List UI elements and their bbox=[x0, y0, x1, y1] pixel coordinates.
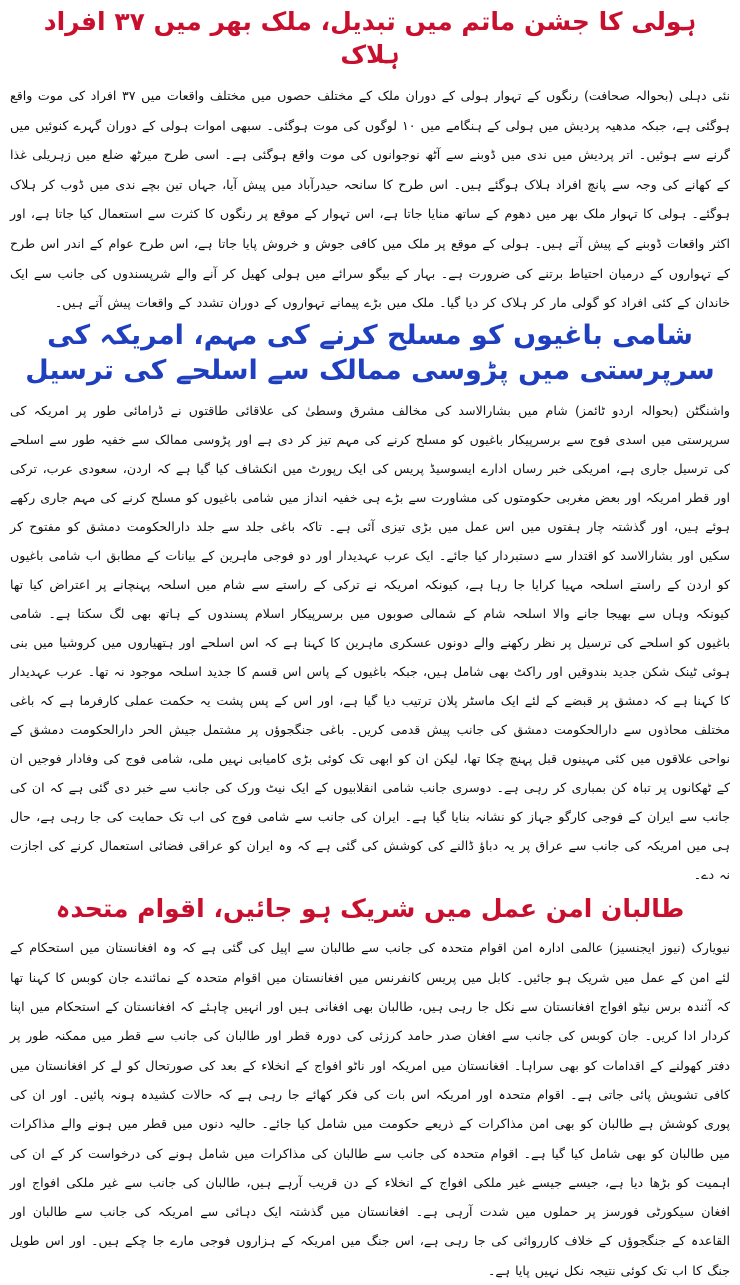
article-body: نئی دہلی (بحوالہ صحافت) رنگوں کے تہوار ہولی کے دوران ملک کے مختلف حصوں میں مختلف واقعات میں ۳۷ افراد کی موت واقع ہوگئی ہے، جبکہ مدھیہ پردیش میں ہولی کے ہنگامے میں ۱۰ لوگوں کی موت ہوگئی۔ سبھی اموات ہولی کے دوران گہرے کنوئیں میں گرنے سے ہوئیں۔ اتر پردیش میں ندی میں ڈوبنے سے آٹھ نوجوانوں کی موت واقع ہوگئی ہے۔ اسی طرح میرٹھ ضلع میں زہریلی غذا کے کھانے کی وجہ سے پانچ افراد ہلاک ہوگئے ہیں۔ اس طرح کا سانحہ حیدرآباد میں پیش آیا، جہاں تین بچے ندی میں ڈوب کر ہلاک ہوگئے۔ ہولی کا تہوار ملک بھر میں دھوم کے ساتھ منایا جاتا ہے، اس تہوار کے موقع پر رنگوں کا کثرت سے استعمال کیا جاتا ہے، اور اکثر واقعات ڈوبنے کے پیش آتے ہیں۔ ہولی کے موقع پر ملک میں کافی جوش و خروش پایا جاتا ہے، اس طرح عوام کے اندر اس طرح کے تہواروں کے درمیان احتیاط برتنے کی ضرورت ہے۔ بہار کے بیگو سرائے میں ہولی کھیل کر آنے والے شرپسندوں کی جانب سے ایک خاندان کے کئی افراد کو گولی مار کر ہلاک کر دیا گیا۔ ملک میں بڑے پیمانے تہواروں کے دوران تشدد کے واقعات پیش آتے ہیں۔ bbox=[10, 88, 730, 311]
article-headline: ہولی کا جشن ماتم میں تبدیل، ملک بھر میں ۳۷ افراد ہلاک bbox=[43, 7, 697, 69]
article-body: نیویارک (نیوز ایجنسیز) عالمی ادارہ امن اقوام متحدہ کی جانب سے طالبان سے اپیل کی گئی ہے کہ وہ افغانستان میں استحکام کے لئے امن کے عمل میں شریک ہو جائیں۔ کابل میں پریس کانفرنس میں افغانستان میں اقوام متحدہ کے نمائندے جان کوبس کا کہنا تھا کہ آئندہ برس نیٹو افواج افغانستان سے نکل جا رہی ہیں، طالبان بھی افغانی ہیں اور انہیں چاہئے کہ افغانستان کے استحکام میں اپنا کردار ادا کریں۔ جان کوبس کی جانب سے افغان صدر حامد کرزئی کی دورہ قطر اور طالبان کی جانب سے قطر میں ممکنہ طور پر دفتر کھولنے کے اقدامات کو بھی سراہا۔ افغانستان میں امریکہ اور ناٹو افواج کے انخلاء کے بعد کی صورتحال کو لے کر افغانستان میں کافی تشویش پائی جاتی ہے۔ اقوام متحدہ اور امریکہ اس بات کی فکر کھائے جا رہی ہے کہ حالات کشیدہ ہونہ پائیں۔ اور ان کی پوری کوشش ہے طالبان کو بھی امن مذاکرات کے ذریعے حکومت میں شامل کیا جائے۔ حالیہ دنوں میں قطر میں ہونے والے مذاکرات میں طالبان کو بھی شامل کیا گیا ہے۔ اقوام متحدہ کی جانب سے طالبان کی مذاکرات میں شامل ہونے کی درخواست کر کے ان کی اہمیت کو بڑھا دیا ہے، جیسے جیسے غیر ملکی افواج کے انخلاء کے دن قریب آرہے ہیں، طالبان کی جانب سے غیر ملکی افواج اور افغان سیکورٹی فورسز پر حملوں میں شدت آرہی ہے۔ افغانستان میں گذشتہ ایک دہائی سے امریکہ کی جانب سے طالبان اور القاعدہ کے جنگجوؤں کے خلاف کارروائی کی جا رہی ہے، اس جنگ میں امریکہ کے ہزاروں فوجی مارے جا چکے ہیں۔ اور اس طویل جنگ کا اب تک کوئی نتیجہ نکل نہیں پایا ہے۔ bbox=[10, 940, 730, 1278]
article-holi bbox=[10, 4, 730, 318]
article-syria bbox=[10, 318, 730, 889]
article-headline: طالبان امن عمل میں شریک ہو جائیں، اقوام متحدہ bbox=[55, 893, 685, 923]
article-body: واشنگٹن (بحوالہ اردو ٹائمز) شام میں بشارالاسد کی مخالف مشرق وسطیٰ کی علاقائی طاقتوں نے ڈرامائی طور پر امریکہ کی سرپرستی میں اسدی فوج سے برسرپیکار باغیوں کو مسلح کرنے کی مہم تیز کر دی ہے اور پڑوسی ممالک سے خفیہ طور سے اسلحے کی ترسیل جاری ہے، امریکی خبر رساں ادارے ایسوسیڈ پریس کی ایک رپورٹ میں انکشاف کیا گیا ہے کہ اردن، سعودی عرب، ترکی اور قطر امریکہ اور بعض مغربی حکومتوں کی مشاورت سے بڑے ہی خفیہ انداز میں شامی باغیوں کو مسلح کرنے کی مہم جاری رکھے ہوئے ہیں، اور گذشتہ چار ہفتوں میں اس عمل میں بڑی تیزی آئی ہے۔ تاکہ باغی جلد سے جلد دارالحکومت دمشق کو مفتوح کر سکیں اور بشارالاسد کو اقتدار سے دستبردار کیا جائے۔ ایک عرب عہدیدار اور دو فوجی ماہرین کے بیانات کے مطابق اب شامی باغیوں کو اردن کے راستے اسلحہ مہیا کرایا جا رہا ہے، کیونکہ امریکہ نے ترکی کے راستے سے شام میں اسلحہ پہنچانے پر اعتراض کیا تھا کیونکہ وہاں سے بھیجا جانے والا اسلحہ شام کے شمالی صوبوں میں برسرپیکار اسلام پسندوں کے ہاتھ بھی لگ سکتا ہے۔ شامی باغیوں کو اسلحے کی ترسیل پر نظر رکھنے والے دونوں عسکری ماہرین کا کہنا ہے کہ اس اسلحے اور ہتھیاروں میں کروشیا میں بنی ہوئی ٹینک شکن جدید بندوقیں اور راکٹ بھی شامل ہیں، جبکہ باغیوں کے پاس اس قسم کا جدید اسلحہ موجود نہ تھا۔ عرب عہدیدار کا کہنا ہے کہ دمشق پر قبضے کے لئے ایک ماسٹر پلان ترتیب دیا گیا ہے، اور اس کے پس پشت یہ حکمت عملی کارفرما ہے کہ باغی مختلف محاذوں سے دارالحکومت دمشق کی جانب پیش قدمی کریں۔ باغی جنگجوؤں پر مشتمل جیش الحر دارالحکومت دمشق کے نواحی علاقوں میں کئی مہینوں قبل پہنچ چکا تھا، لیکن ان کو ابھی تک کوئی بڑی کامیابی نہیں ملی، شامی فوج کی وفادار فوجیں ان کے ٹھکانوں پر تباہ کن بمباری کر رہی ہے۔ دوسری جانب شامی انقلابیوں کے ایک نیٹ ورک کی جانب سے خبر دی گئی ہے کہ ان کی جانب سے ایران کے فوجی کارگو جہاز کو نشانہ بنایا گیا ہے۔ ایران کی جانب سے شامی فوج کی اب تک حمایت کی جا رہی ہے، حال ہی میں امریکہ کی جانب سے عراق پر یہ دباؤ ڈالنے کی کوشش کی گئی ہے کہ وہ ایران کو عراقی فضائی استعمال کرنے کی اجازت نہ دے۔ bbox=[10, 402, 730, 882]
article-taliban bbox=[10, 889, 730, 1285]
article-headline: شامی باغیوں کو مسلح کرنے کی مہم، امریکہ کی سرپرستی میں پڑوسی ممالک سے اسلحے کی ترسیل bbox=[25, 319, 715, 386]
